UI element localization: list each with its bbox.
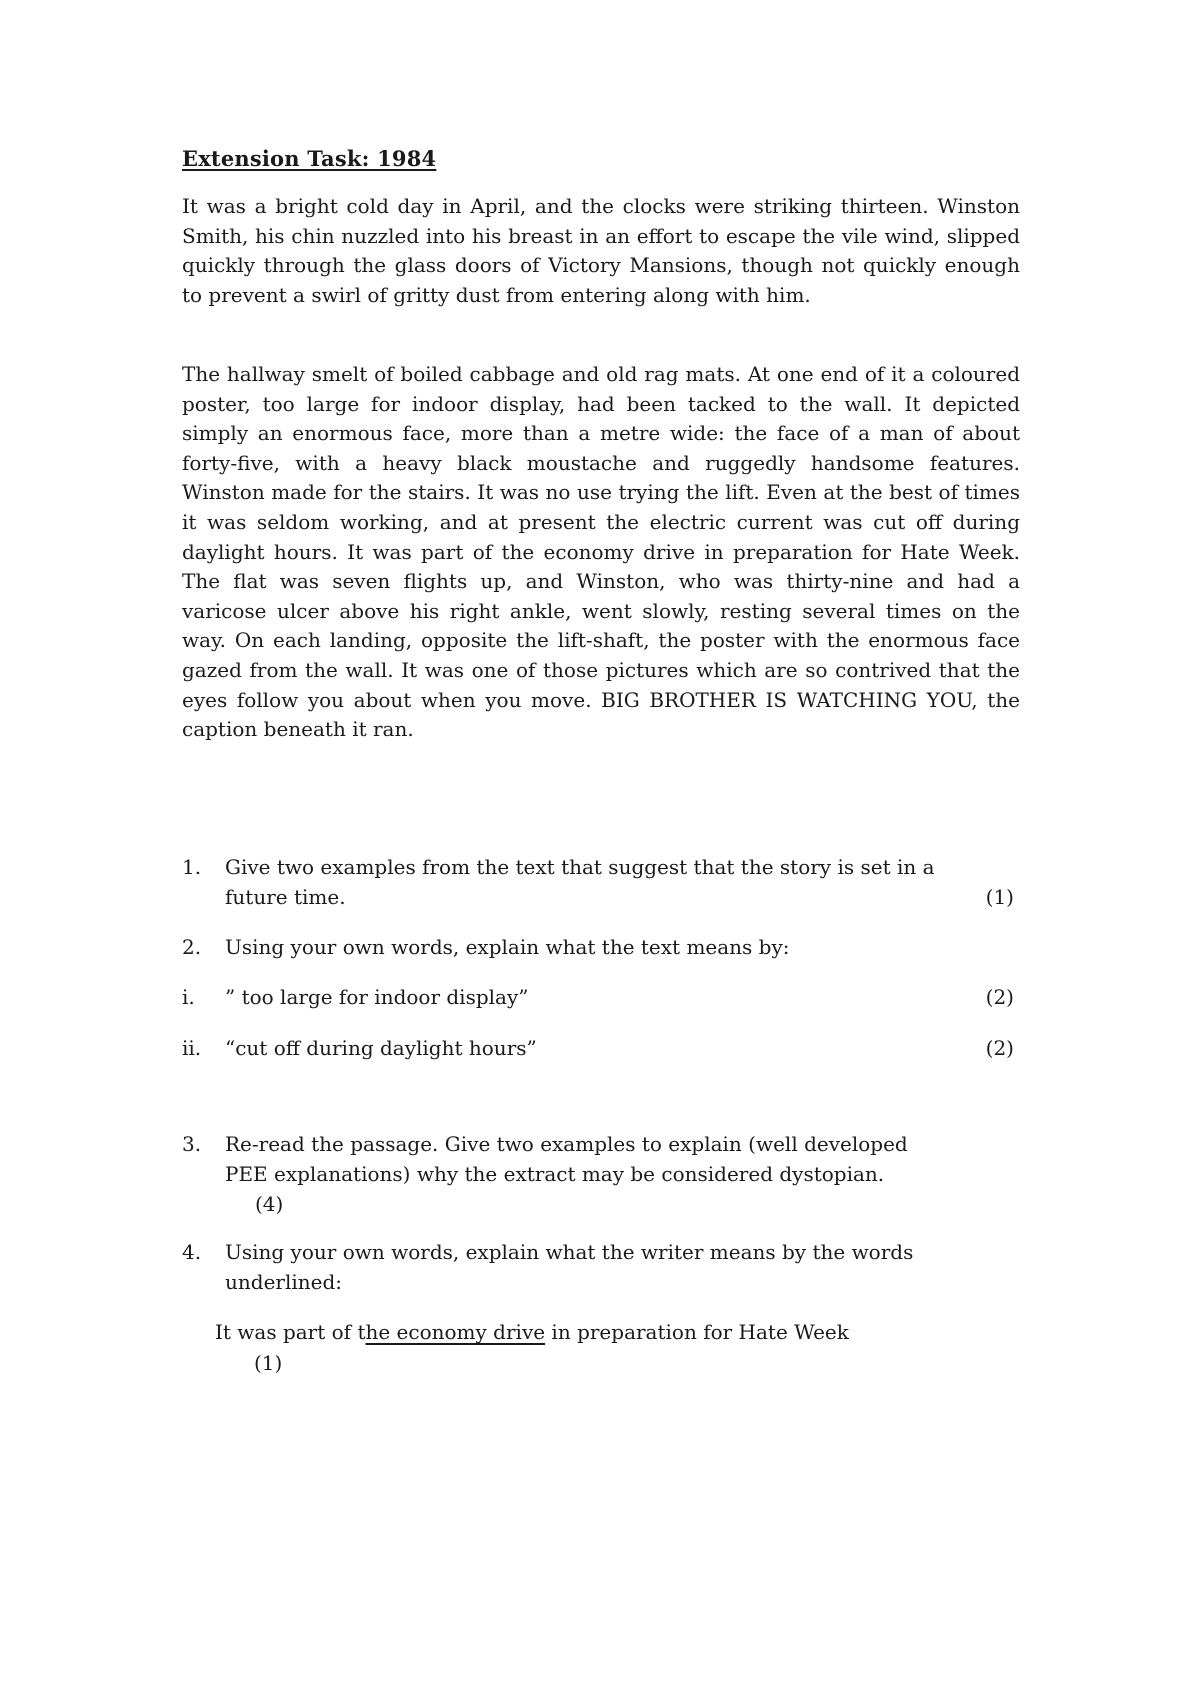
question-2-part-ii-mark: (2) — [985, 1036, 1014, 1060]
question-3 — [182, 1129, 1020, 1221]
question-1-number: 1. — [182, 855, 202, 879]
question-2-part-i-mark: (2) — [985, 985, 1014, 1009]
question-4 — [182, 1237, 1020, 1299]
question-2-part-i-text: ” too large for indoor display” — [225, 985, 529, 1009]
question-4-quote-underlined: he economy drive — [365, 1320, 546, 1344]
question-4-line-1: Using your own words, explain what the writer means by the words — [225, 1240, 914, 1264]
question-2-part-i-number: i. — [182, 985, 195, 1009]
question-1 — [182, 852, 1020, 914]
question-4-line-2: underlined: — [225, 1270, 343, 1294]
question-4-quote — [215, 1317, 1015, 1347]
question-2-text: Using your own words, explain what the text means by: — [225, 935, 790, 959]
question-1-line-1: Give two examples from the text that suggest that the story is set in a — [225, 855, 935, 879]
question-2-part-ii-number: ii. — [182, 1036, 202, 1060]
question-3-line-1: Re-read the passage. Give two examples to explain (well developed — [225, 1132, 908, 1156]
question-4-quote-before: It was part of t — [215, 1320, 366, 1344]
question-2-part-i — [182, 982, 1020, 1012]
passage-paragraph-2: The hallway smelt of boiled cabbage and old rag mats. At one end of it a coloured poster, too large for indoor display, had been tacked to the wall. It depicted simply an enormous face, more than a metre wide: the face of a man of about forty-five, with a heavy black moustache and ruggedly handsome features. Winston made for the stairs. It was no use trying the lift. Even at the best of times it was seldom working, and at present the electric current was cut off during daylight hours. It was part of the economy drive in preparation for Hate Week. The flat was seven flights up, and Winston, who was thirty-nine and had a varicose ulcer above his right ankle, went slowly, resting several times on the way. On each landing, opposite the lift-shaft, the poster with the enormous face gazed from the wall. It was one of those pictures which are so contrived that the eyes follow you about when you move. BIG BROTHER IS WATCHING YOU, the caption beneath it ran. — [182, 362, 1020, 742]
question-4-quote-after: in preparation for Hate Week — [545, 1320, 849, 1344]
question-1-mark: (1) — [985, 885, 1014, 909]
question-2-number: 2. — [182, 935, 202, 959]
question-3-number: 3. — [182, 1132, 202, 1156]
question-2-part-ii-text: “cut off during daylight hours” — [225, 1036, 537, 1060]
question-4-number: 4. — [182, 1240, 202, 1264]
passage-paragraph-1: It was a bright cold day in April, and the clocks were striking thirteen. Winston Smith, his chin nuzzled into his breast in an effort to escape the vile wind, slipped quickly through the glass doors of Victory Mansions, though not quickly enough to prevent a swirl of gritty dust from entering along with him. — [182, 194, 1020, 307]
question-3-mark: (4) — [255, 1192, 284, 1216]
question-1-line-2: future time. — [225, 885, 346, 909]
page-title: Extension Task: 1984 — [182, 146, 437, 171]
question-3-line-2: PEE explanations) why the extract may be considered dystopian. — [225, 1162, 885, 1186]
question-2 — [182, 932, 1020, 962]
question-4-mark: (1) — [254, 1351, 283, 1375]
question-2-part-ii — [182, 1033, 1020, 1063]
